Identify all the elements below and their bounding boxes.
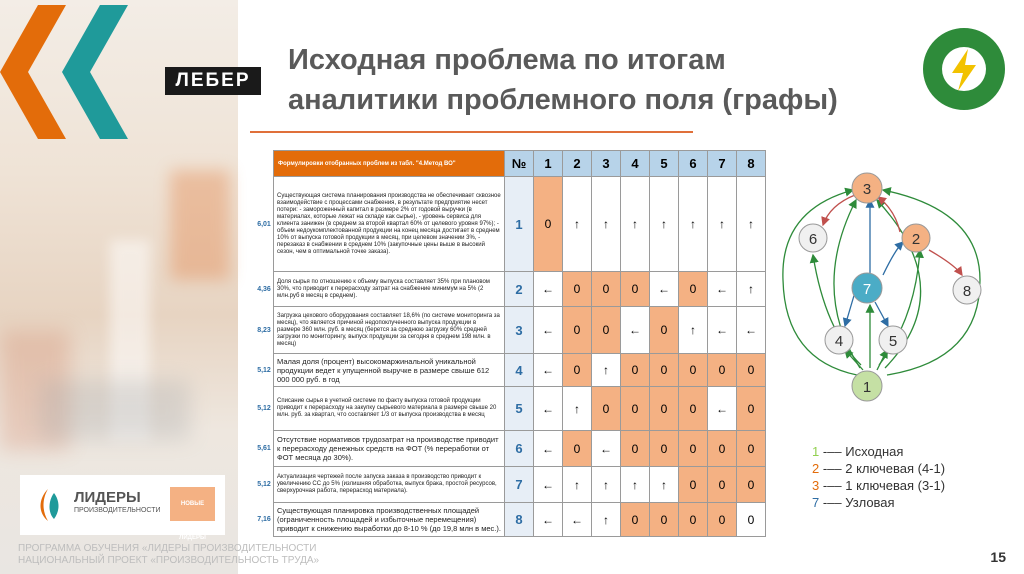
cell: ↑ — [592, 467, 621, 503]
cell: ↑ — [592, 177, 621, 272]
chevron-decoration — [0, 0, 140, 140]
cell: 0 — [737, 467, 766, 503]
cell: 0 — [534, 177, 563, 272]
cell: ← — [737, 307, 766, 354]
cell: 0 — [621, 387, 650, 431]
cell: ↑ — [679, 177, 708, 272]
legend-item: 1 -–– Исходная — [812, 444, 904, 459]
cell: ← — [534, 354, 563, 387]
col-header: 4 — [621, 151, 650, 177]
cell: ↑ — [708, 177, 737, 272]
cell: 0 — [679, 431, 708, 467]
row-text: Существующая планировка производственных площадей (ограниченность площадей и избыточные перемещения) приводит к снижению выработки до 8-10 % (до 19,8 млн в мес.). — [274, 503, 505, 537]
table-row — [255, 431, 766, 467]
cell: 0 — [708, 431, 737, 467]
cell: 0 — [679, 272, 708, 307]
cell: 0 — [563, 431, 592, 467]
legend-item: 7 -–– Узловая — [812, 495, 895, 510]
cell: ← — [534, 307, 563, 354]
svg-text:1: 1 — [862, 379, 872, 396]
col-header: 8 — [737, 151, 766, 177]
svg-text:3: 3 — [862, 181, 872, 198]
cell: 0 — [621, 272, 650, 307]
leaders-icon — [30, 485, 70, 525]
problem-table — [255, 150, 766, 537]
leber-logo: ЛЕБЕР — [165, 67, 261, 95]
col-header: 3 — [592, 151, 621, 177]
new-leaders-logo — [920, 25, 1008, 113]
cell: ↑ — [737, 272, 766, 307]
cell: 0 — [563, 354, 592, 387]
cell: 0 — [592, 307, 621, 354]
title-line-2: аналитики проблемного поля (графы) — [288, 84, 838, 116]
cell: 0 — [650, 307, 679, 354]
problem-graph — [775, 170, 990, 410]
cell: ← — [592, 431, 621, 467]
row-num: 1 — [505, 177, 534, 272]
cell: ↑ — [592, 503, 621, 537]
table-row — [255, 387, 766, 431]
cell: ← — [563, 503, 592, 537]
cell: 0 — [679, 467, 708, 503]
cell: 0 — [563, 307, 592, 354]
row-score: 5,12 — [255, 354, 274, 387]
row-text: Списание сырья в учетной системе по факту выпуска готовой продукции приводит к перерасходу на закупку сырьевого материала в размере свыше 20 млн. руб. за квартал, что составляет 1/3 от выпуска производства в месяц — [274, 387, 505, 431]
svg-text:8: 8 — [962, 283, 972, 300]
row-num: 2 — [505, 272, 534, 307]
row-num: 6 — [505, 431, 534, 467]
leaders-sub: ПРОИЗВОДИТЕЛЬНОСТИ — [74, 507, 161, 514]
row-score: 7,16 — [255, 503, 274, 537]
col-header: 6 — [679, 151, 708, 177]
row-num: 5 — [505, 387, 534, 431]
col-header: 5 — [650, 151, 679, 177]
leaders-logo — [20, 475, 225, 541]
cell: ↑ — [650, 177, 679, 272]
cell: 0 — [621, 431, 650, 467]
cell: ↑ — [563, 387, 592, 431]
cell: 0 — [737, 354, 766, 387]
row-text: Загрузка цехового оборудования составляет 18,6% (по системе мониторинга за месяц), что является причиной недопоклученного выпуска продукции в размере 360 млн. руб. в месяц (берется за среднюю загрузку 60% средней загрузки по мониторингу, выпуск продукции за сегодня в среднем 198 млн. в месяц) — [274, 307, 505, 354]
cell: 0 — [621, 503, 650, 537]
row-num: 7 — [505, 467, 534, 503]
cell: ↑ — [737, 177, 766, 272]
row-score: 8,23 — [255, 307, 274, 354]
cell: ← — [708, 272, 737, 307]
svg-text:6: 6 — [808, 231, 818, 248]
cell: ↑ — [650, 467, 679, 503]
row-score: 6,01 — [255, 177, 274, 272]
row-text: Актуализация чертежей после запуска заказа в производство приводит к увеличению СС до 5% (излишняя обработка, выпуск брака, простой ресурсов, сверхурочная работа, перерасход материала). — [274, 467, 505, 503]
graph-node-2 — [902, 224, 930, 252]
cell: 0 — [621, 354, 650, 387]
svg-text:7: 7 — [862, 281, 872, 298]
table-row — [255, 503, 766, 537]
graph-node-8 — [953, 276, 981, 304]
legend-item: 2 -–– 2 ключевая (4-1) — [812, 461, 946, 476]
page-title — [288, 40, 888, 120]
cell: ← — [534, 272, 563, 307]
col-header: 7 — [708, 151, 737, 177]
table-header-row — [255, 151, 766, 177]
cell: ← — [534, 467, 563, 503]
cell: ↑ — [563, 177, 592, 272]
cell: ← — [534, 431, 563, 467]
row-text: Малая доля (процент) высокомаржинальной уникальной продукции ведет к упущенной выручке в размере свыше 612 000 000 руб. в год — [274, 354, 505, 387]
col-header: 1 — [534, 151, 563, 177]
cell: ← — [534, 503, 563, 537]
problem-header: Формулировки отобранных проблем из табл. "4.Метод ВО" — [274, 151, 505, 177]
row-num: 3 — [505, 307, 534, 354]
cell: 0 — [737, 387, 766, 431]
table-row — [255, 177, 766, 272]
cell: 0 — [708, 503, 737, 537]
table-row — [255, 272, 766, 307]
cell: ← — [708, 387, 737, 431]
cell: 0 — [650, 354, 679, 387]
graph-legend — [812, 443, 945, 511]
cell: ← — [708, 307, 737, 354]
graph-node-7 — [852, 273, 882, 303]
cell: 0 — [708, 354, 737, 387]
page-number: 15 — [990, 549, 1006, 565]
footer — [18, 543, 319, 567]
cell: ↑ — [679, 307, 708, 354]
cell: ← — [621, 307, 650, 354]
num-header: № — [505, 151, 534, 177]
cell: 0 — [679, 503, 708, 537]
title-line-1: Исходная проблема по итогам — [288, 44, 726, 76]
cell: ↑ — [563, 467, 592, 503]
cell: ↑ — [621, 177, 650, 272]
cell: 0 — [650, 431, 679, 467]
leaders-badge: НОВЫЕ ЛИДЕРЫ — [170, 487, 215, 521]
cell: 0 — [679, 387, 708, 431]
svg-text:4: 4 — [834, 333, 844, 350]
title-underline — [250, 131, 693, 133]
graph-node-4 — [825, 326, 853, 354]
row-score: 5,12 — [255, 467, 274, 503]
cell: 0 — [737, 503, 766, 537]
row-score: 4,36 — [255, 272, 274, 307]
graph-node-5 — [879, 326, 907, 354]
table-row — [255, 467, 766, 503]
cell: 0 — [708, 467, 737, 503]
svg-text:5: 5 — [888, 333, 898, 350]
row-score: 5,61 — [255, 431, 274, 467]
graph-node-6 — [799, 224, 827, 252]
cell: ← — [650, 272, 679, 307]
cell: ↑ — [592, 354, 621, 387]
cell: 0 — [737, 431, 766, 467]
footer-line-2: НАЦИОНАЛЬНЫЙ ПРОЕКТ «ПРОИЗВОДИТЕЛЬНОСТЬ ТРУДА» — [18, 555, 320, 566]
cell: 0 — [592, 387, 621, 431]
leaders-name: ЛИДЕРЫ — [74, 489, 141, 506]
row-num: 8 — [505, 503, 534, 537]
cell: ↑ — [621, 467, 650, 503]
table-row — [255, 307, 766, 354]
cell: 0 — [650, 503, 679, 537]
cell: 0 — [563, 272, 592, 307]
row-text: Доля сырья по отношению к объему выпуска составляет 35% при плановом 30%, что приводит к перерасходу затрат на снабжение минимум на 5% (2 млн.руб в месяц в среднем). — [274, 272, 505, 307]
row-text: Отсутствие нормативов трудозатрат на производстве приводит к перерасходу денежных средств на ФОТ (% переработки от ФОТ месяца до 30%). — [274, 431, 505, 467]
footer-line-1: ПРОГРАММА ОБУЧЕНИЯ «ЛИДЕРЫ ПРОИЗВОДИТЕЛЬНОСТИ — [18, 543, 317, 554]
table-row — [255, 354, 766, 387]
row-score: 5,12 — [255, 387, 274, 431]
cell: 0 — [592, 272, 621, 307]
col-header: 2 — [563, 151, 592, 177]
graph-node-1 — [852, 371, 882, 401]
row-text: Существующая система планирования производства не обеспечивает сквозное взаимодействие с процессами снабжения, в результате предприятие несет потери: - замороженный капитал в размере 2% от годовой выручки (в материалах, которые лежат на складе как сырье), - уровень сервиса для клиента занижен (в среднем за второй квартал 60% от целевого уровня 97%); - объем недоукомплектованной продукции на конец месяца достигает в среднем 10% от выпуска готовой продукции в месяц, при целевом значении 3%, - перезаказ в снабжении в среднем 10% (закупочные цены выше в высокий сезон, чем в оптимальной точке заказа). — [274, 177, 505, 272]
graph-node-3 — [852, 173, 882, 203]
legend-item: 3 -–– 1 ключевая (3-1) — [812, 478, 946, 493]
cell: 0 — [679, 354, 708, 387]
cell: ← — [534, 387, 563, 431]
cell: 0 — [650, 387, 679, 431]
row-num: 4 — [505, 354, 534, 387]
svg-text:2: 2 — [911, 231, 921, 248]
